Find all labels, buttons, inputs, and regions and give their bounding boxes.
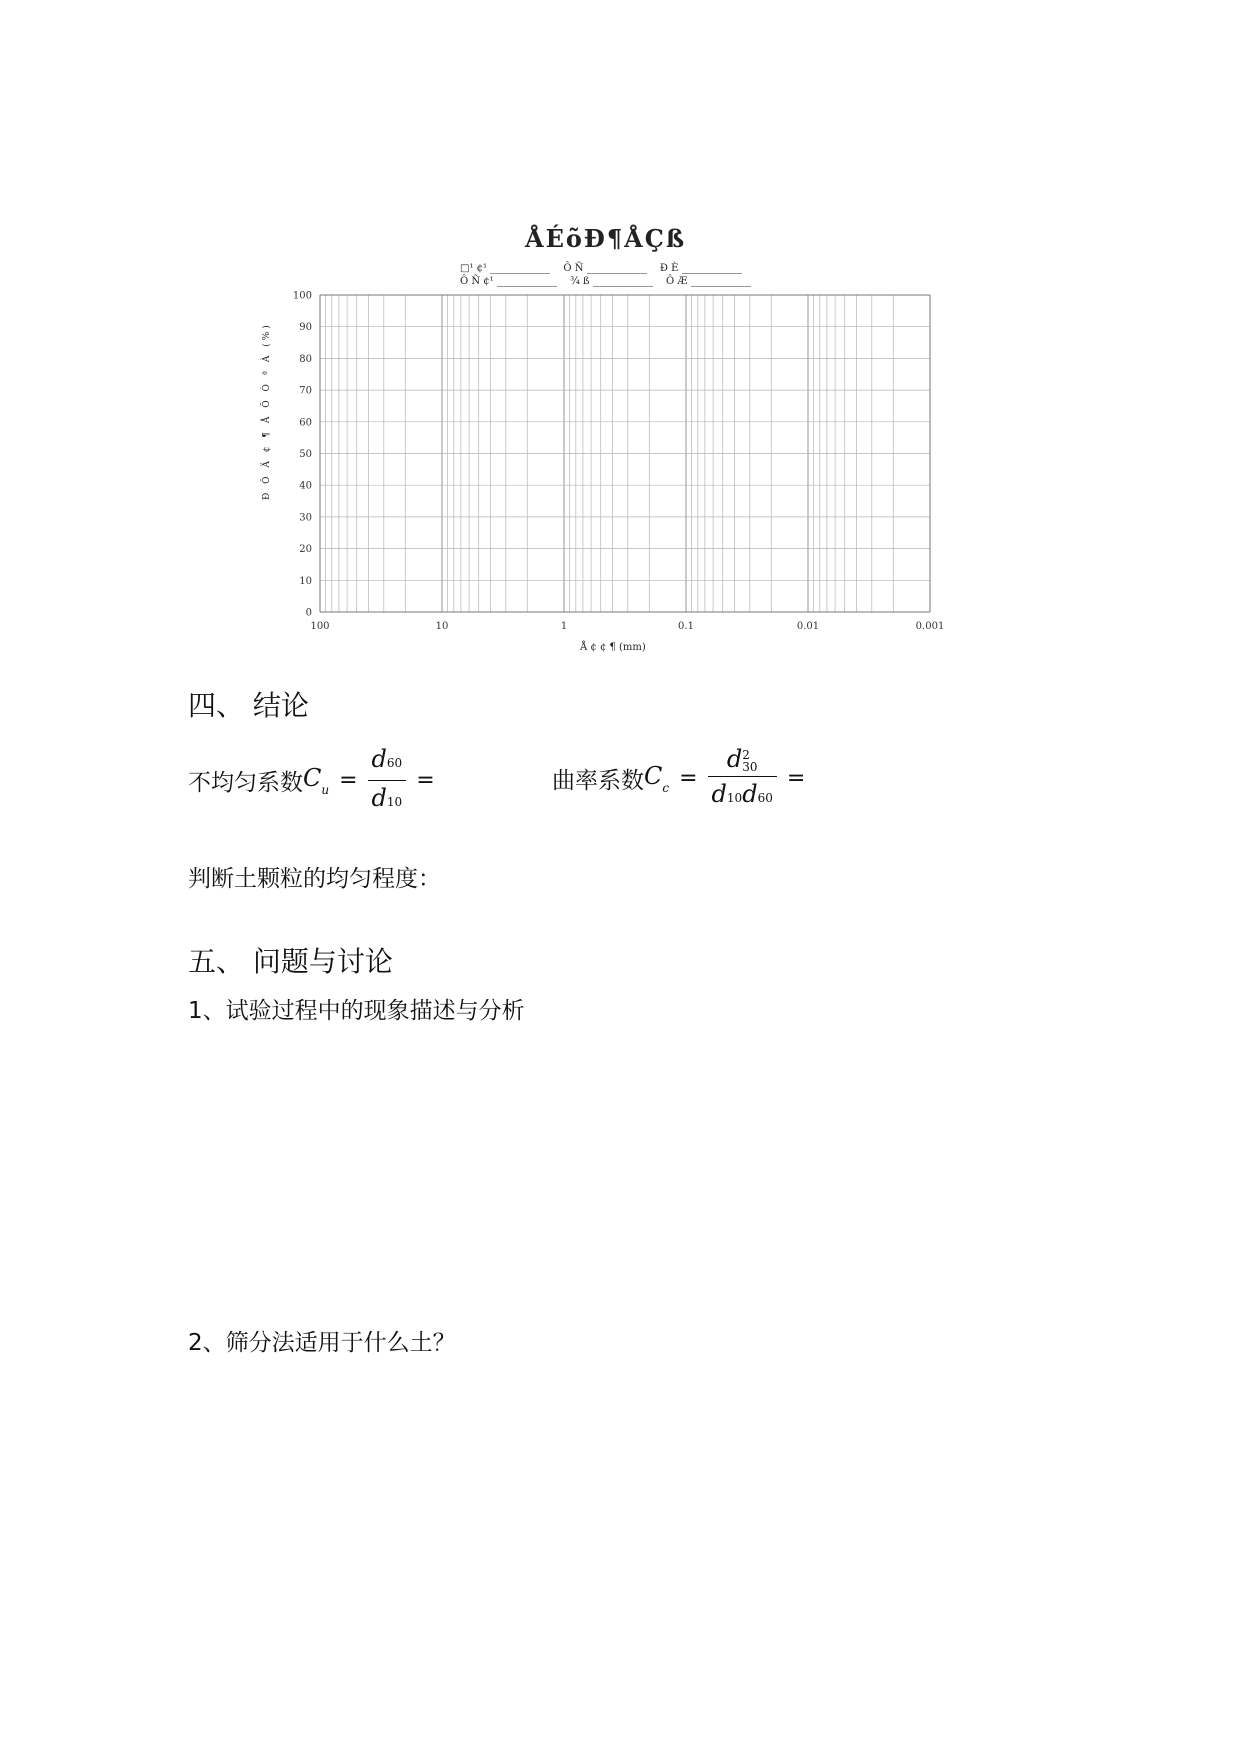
chart-title: ÅÉõÐ¶ÅÇß xyxy=(525,224,687,253)
x-tick-label: 1 xyxy=(560,621,568,632)
y-axis-label: Ð Ô Ä ¢ ¶ Å Õ Ò ª À (%) xyxy=(262,322,272,500)
cu-symbol: $C_u$ xyxy=(303,764,330,797)
y-tick-label: 60 xyxy=(299,417,312,429)
y-tick-label: 100 xyxy=(292,290,312,302)
header-label: Ô Æ xyxy=(666,276,688,287)
cu-label: 不均匀系数 xyxy=(188,770,303,796)
y-tick-label: 50 xyxy=(299,449,312,460)
y-tick-label: 10 xyxy=(299,575,312,587)
header-label: Ô Ñ xyxy=(563,263,584,274)
cu-formula xyxy=(188,742,437,819)
y-tick-label: 0 xyxy=(305,607,312,619)
cc-fraction: d 2 30 d10d60 xyxy=(708,742,777,815)
cc-formula xyxy=(552,742,807,815)
equals-sign: = xyxy=(679,766,698,791)
x-tick-label: 0.001 xyxy=(915,621,945,632)
header-label: Ô Ñ ¢¹ xyxy=(460,276,494,287)
question-1: 1、试验过程中的现象描述与分析 xyxy=(188,998,525,1024)
y-tick-label: 70 xyxy=(299,385,312,397)
cc-label: 曲率系数 xyxy=(552,768,644,794)
x-tick-label: 0.01 xyxy=(796,621,820,632)
x-tick-label: 100 xyxy=(310,621,330,632)
y-tick-label: 90 xyxy=(299,322,312,334)
discussion-heading: 五、 问题与讨论 xyxy=(188,945,393,978)
y-tick-label: 80 xyxy=(299,353,312,365)
uniformity-judgement: 判断土颗粒的均匀程度： xyxy=(188,866,441,892)
y-tick-label: 20 xyxy=(299,544,312,556)
header-label: Ð È xyxy=(659,263,679,274)
chart-plot-area xyxy=(270,230,970,670)
cu-fraction: $\frac{d60}{d10}$ xyxy=(368,742,407,819)
equals-sign: = xyxy=(339,768,358,793)
x-tick-label: 10 xyxy=(435,621,449,632)
x-axis-label: Å ¢ ¢ ¶ (mm) xyxy=(580,642,646,653)
cc-symbol: $C_c$ xyxy=(644,762,670,795)
y-tick-label: 30 xyxy=(299,512,312,524)
y-tick-label: 40 xyxy=(299,480,312,492)
header-label: ¾ ß xyxy=(570,276,590,287)
grain-size-chart xyxy=(262,224,970,670)
equals-sign: = xyxy=(416,768,435,793)
equals-sign: = xyxy=(786,766,806,791)
header-label: □¹ ¢¹ xyxy=(460,263,488,274)
conclusion-heading: 四、 结论 xyxy=(188,689,309,722)
question-2: 2、筛分法适用于什么土？ xyxy=(188,1330,456,1356)
x-tick-label: 0.1 xyxy=(678,621,694,632)
